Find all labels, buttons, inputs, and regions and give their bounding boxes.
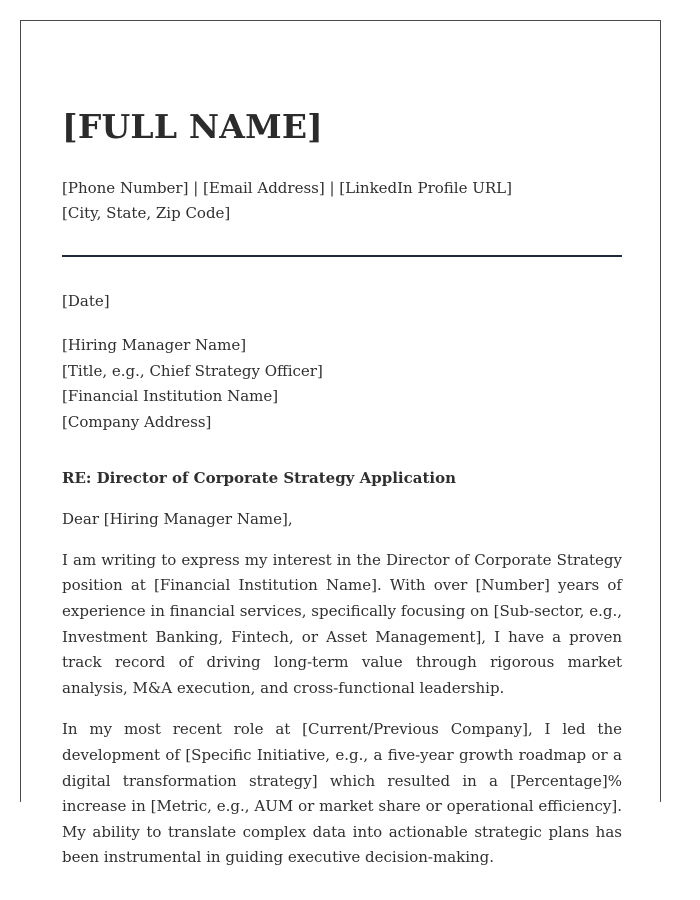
full-name-heading: [FULL NAME] (62, 107, 323, 146)
recipient-name: [Hiring Manager Name] (62, 336, 247, 354)
letter-content (62, 107, 622, 871)
body-paragraph-1: I am writing to express my interest in the Director of Corporate Strategy position at [Financial Institution Name]. With over [Number] years of experience in financial services, specifically focusing on [Sub-sector, e.g., Investment Banking, Fintech, or Asset Management], I have a proven track record of driving long-term value through rigorous market analysis, M&A execution, and cross-functional leadership. (62, 550, 622, 697)
subject-line: RE: Director of Corporate Strategy Application (62, 468, 457, 487)
recipient-block (62, 333, 622, 436)
salutation: Dear [Hiring Manager Name], (62, 509, 293, 528)
header-divider (62, 255, 622, 257)
recipient-title: [Title, e.g., Chief Strategy Officer] (62, 361, 323, 380)
recipient-institution: [Financial Institution Name] (62, 387, 279, 406)
body-paragraph-2: In my most recent role at [Current/Previous Company], I led the development of [Specific Initiative, e.g., a five-year growth roadmap or a digital transformation strategy] which resulted in a [Percentage]% increase in [Metric, e.g., AUM or market share or operational efficiency]. My ability to translate complex data into actionable strategic plans has been instrumental in guiding executive decision-making. (62, 720, 622, 867)
recipient-address: [Company Address] (62, 413, 212, 432)
contact-line-phone-email-linkedin: [Phone Number] | [Email Address] | [LinkedIn Profile URL] (62, 179, 512, 197)
contact-block (62, 176, 622, 226)
contact-line-location: [City, State, Zip Code] (62, 204, 231, 222)
letter-date: [Date] (62, 292, 110, 310)
letter-page (20, 20, 661, 867)
